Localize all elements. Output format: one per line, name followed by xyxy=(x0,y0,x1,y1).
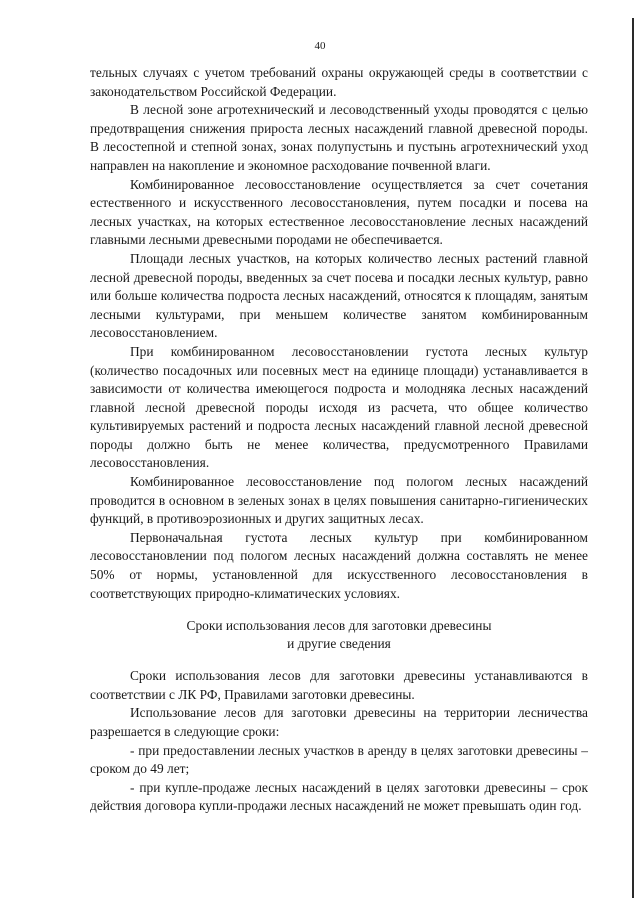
paragraph-culture-density: При комбинированном лесовосстановлении густота лесных культур (количество посадочных или посевных мест на единице площади) устанавливается в зависимости от количества имеющегося подроста и молодняка лесных насаждений главной лесной древесной породы исходя из расчета, что общее количество культивируемых растений и подроста лесных насаждений главной лесной древесной породы должно быть не менее количества, предусмотренного Правилами лесовосстановления. xyxy=(90,343,588,471)
section-heading-line-1: Сроки использования лесов для заготовки древесины xyxy=(186,618,492,634)
paragraph-combined-reforestation: Комбинированное лесовосстановление осуществляется за счет сочетания естественного и искусственного лесовосстановления, путем посадки и посева на лесных участках, на которых естественное лесовосстановление лесных насаждений главными лесными древесными породами не обеспечивается. xyxy=(90,176,588,248)
list-item-lease: - при предоставлении лесных участков в аренду в целях заготовки древесины – сроком до 49 лет; xyxy=(90,742,588,777)
list-item-sale: - при купле-продаже лесных насаждений в целях заготовки древесины – срок действия договора купли-продажи лесных насаждений не может превышать один год. xyxy=(90,779,588,814)
page-body xyxy=(90,64,588,816)
paragraph-under-canopy: Комбинированное лесовосстановление под пологом лесных насаждений проводится в основном в зеленых зонах в целях повышения санитарно-гигиенических функций, в противоэрозионных и других защитных лесах. xyxy=(90,474,588,527)
section-heading xyxy=(90,617,588,653)
paragraph-usage-allowed: Использование лесов для заготовки древесины на территории лесничества разрешается в следующие сроки: xyxy=(90,705,588,739)
paragraph-agrotechnical-care: В лесной зоне агротехнический и лесоводственный уходы проводятся с целью предотвращения снижения прироста лесных насаждений главной древесной породы. В лесостепной и степной зонах, зонах полупустынь и пустынь агротехнический уход направлен на накопление и экономное расходование почвенной влаги. xyxy=(90,102,588,173)
paragraph-usage-terms: Сроки использования лесов для заготовки древесины устанавливаются в соответствии с ЛК РФ, Правилами заготовки древесины. xyxy=(90,668,588,702)
page-number: 40 xyxy=(314,40,326,52)
section-heading-line-2: и другие сведения xyxy=(287,636,391,652)
scan-edge-line xyxy=(632,18,634,898)
paragraph-continuation: тельных случаях с учетом требований охраны окружающей среды в соответствии с законодательством Российской Федерации. xyxy=(90,65,588,99)
paragraph-initial-density: Первоначальная густота лесных культур при комбинированном лесовосстановлении под пологом лесных насаждений должна составлять не менее 50% от нормы, установленной для искусственного лесовосстановления в соответствующих природно-климатических условиях. xyxy=(90,529,588,601)
paragraph-forest-areas: Площади лесных участков, на которых количество лесных растений главной лесной древесной породы, введенных за счет посева и посадки лесных культур, равно или больше количества подроста лесных насаждений, относятся к площадям, занятым лесными культурами, при меньшем количестве занятом комбинированным лесовосстановлением. xyxy=(90,250,588,341)
